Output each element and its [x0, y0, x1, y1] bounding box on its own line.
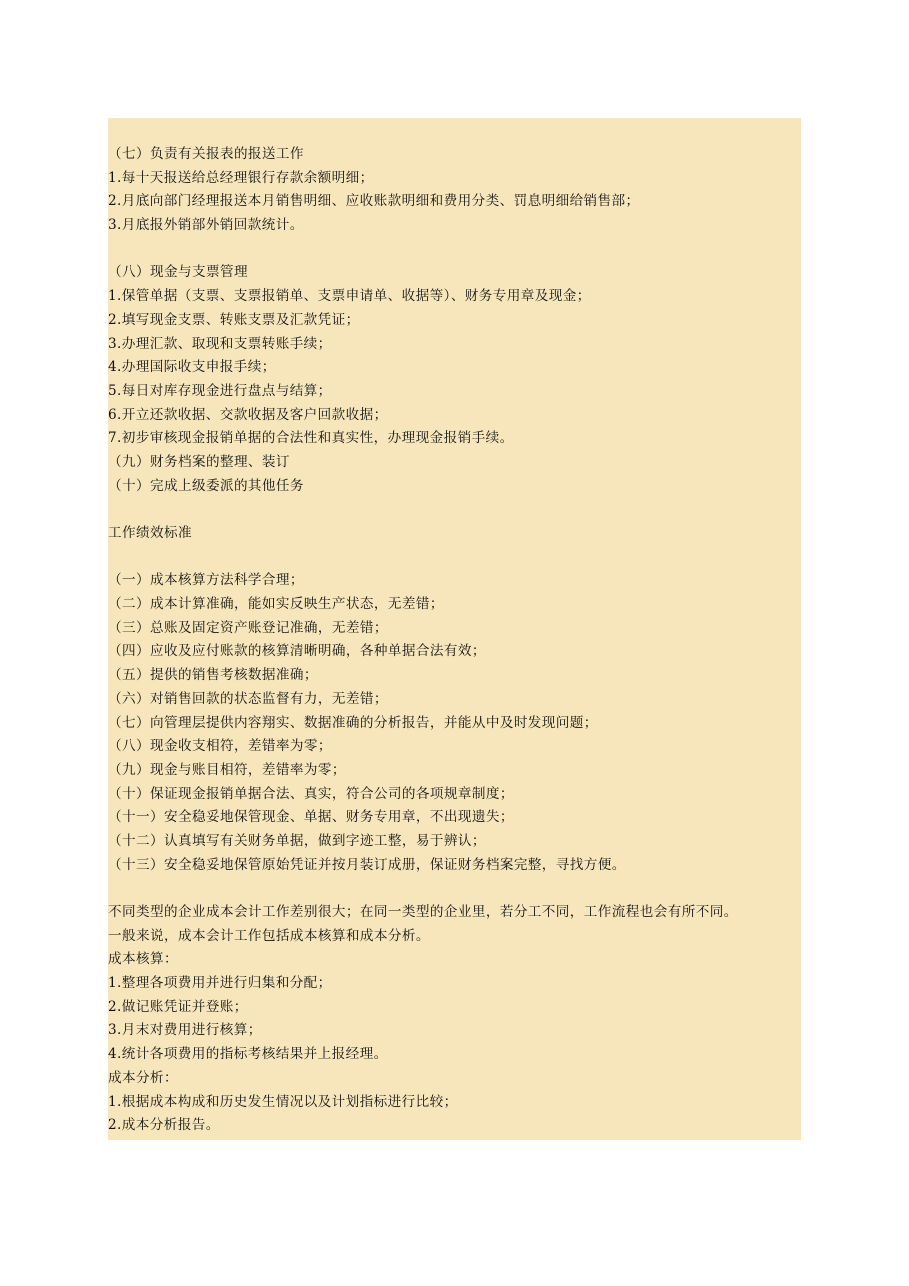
- heading-other-tasks: （十）完成上级委派的其他任务: [108, 477, 304, 494]
- spacer: [108, 498, 801, 522]
- paragraph-line: 一般来说，成本会计工作包括成本核算和成本分析。: [108, 927, 430, 944]
- list-item: 4.办理国际收支申报手续；: [108, 359, 276, 376]
- standard-item: （十一）安全稳妥地保管现金、单据、财务专用章，不出现遗失；: [108, 809, 514, 826]
- standard-item: （二）成本计算准确，能如实反映生产状态，无差错；: [108, 596, 444, 613]
- heading-cost-analysis: 成本分析：: [108, 1069, 178, 1086]
- standard-item: （六）对销售回款的状态监督有力，无差错；: [108, 690, 388, 707]
- paragraph-line: 不同类型的企业成本会计工作差别很大；在同一类型的企业里，若分工不同，工作流程也会有所不同。: [108, 904, 738, 920]
- list-item: 1.根据成本构成和历史发生情况以及计划指标进行比较；: [108, 1093, 458, 1110]
- standard-item: （十三）安全稳妥地保管原始凭证并按月装订成册，保证财务档案完整，寻找方便。: [108, 856, 626, 873]
- heading-reports: （七）负责有关报表的报送工作: [108, 146, 304, 162]
- list-item: 3.月末对费用进行核算；: [108, 1022, 262, 1039]
- list-item: 1.每十天报送给总经理银行存款余额明细；: [108, 169, 374, 186]
- document-panel: [108, 118, 801, 1140]
- section-title-performance: 工作绩效标准: [108, 525, 192, 541]
- standard-item: （十二）认真填写有关财务单据，做到字迹工整，易于辨认；: [108, 832, 486, 849]
- heading-cost-accounting: 成本核算：: [108, 951, 178, 968]
- standard-item: （三）总账及固定资产账登记准确，无差错；: [108, 619, 388, 636]
- heading-archives: （九）财务档案的整理、装订: [108, 453, 290, 470]
- heading-cash-checks: （八）现金与支票管理: [108, 264, 248, 281]
- spacer: [108, 877, 801, 901]
- standard-item: （八）现金收支相符，差错率为零；: [108, 738, 332, 755]
- list-item: 7.初步审核现金报销单据的合法性和真实性，办理现金报销手续。: [108, 430, 514, 447]
- standard-item: （一）成本核算方法科学合理；: [108, 572, 304, 589]
- list-item: 4.统计各项费用的指标考核结果并上报经理。: [108, 1046, 388, 1063]
- list-item: 3.办理汇款、取现和支票转账手续；: [108, 335, 332, 352]
- standard-item: （十）保证现金报销单据合法、真实，符合公司的各项规章制度；: [108, 785, 514, 802]
- list-item: 5.每日对库存现金进行盘点与结算；: [108, 382, 332, 399]
- spacer: [108, 238, 801, 262]
- list-item: 2.做记账凭证并登账；: [108, 998, 248, 1015]
- list-item: 3.月底报外销部外销回款统计。: [108, 217, 304, 234]
- list-item: 1.保管单据（支票、支票报销单、支票申请单、收据等）、财务专用章及现金；: [108, 288, 591, 305]
- list-item: 6.开立还款收据、交款收据及客户回款收据；: [108, 406, 388, 423]
- list-item: 2.填写现金支票、转账支票及汇款凭证；: [108, 311, 360, 328]
- standard-item: （五）提供的销售考核数据准确；: [108, 667, 318, 684]
- standard-item: （九）现金与账目相符，差错率为零；: [108, 761, 346, 778]
- standard-item: （七）向管理层提供内容翔实、数据准确的分析报告，并能从中及时发现问题；: [108, 714, 598, 731]
- document-content: [108, 143, 801, 1138]
- list-item: 2.成本分析报告。: [108, 1117, 220, 1134]
- list-item: 1.整理各项费用并进行归集和分配；: [108, 975, 332, 992]
- list-item: 2.月底向部门经理报送本月销售明细、应收账款明细和费用分类、罚息明细给销售部；: [108, 193, 640, 210]
- spacer: [108, 546, 801, 570]
- standard-item: （四）应收及应付账款的核算清晰明确，各种单据合法有效；: [108, 643, 486, 660]
